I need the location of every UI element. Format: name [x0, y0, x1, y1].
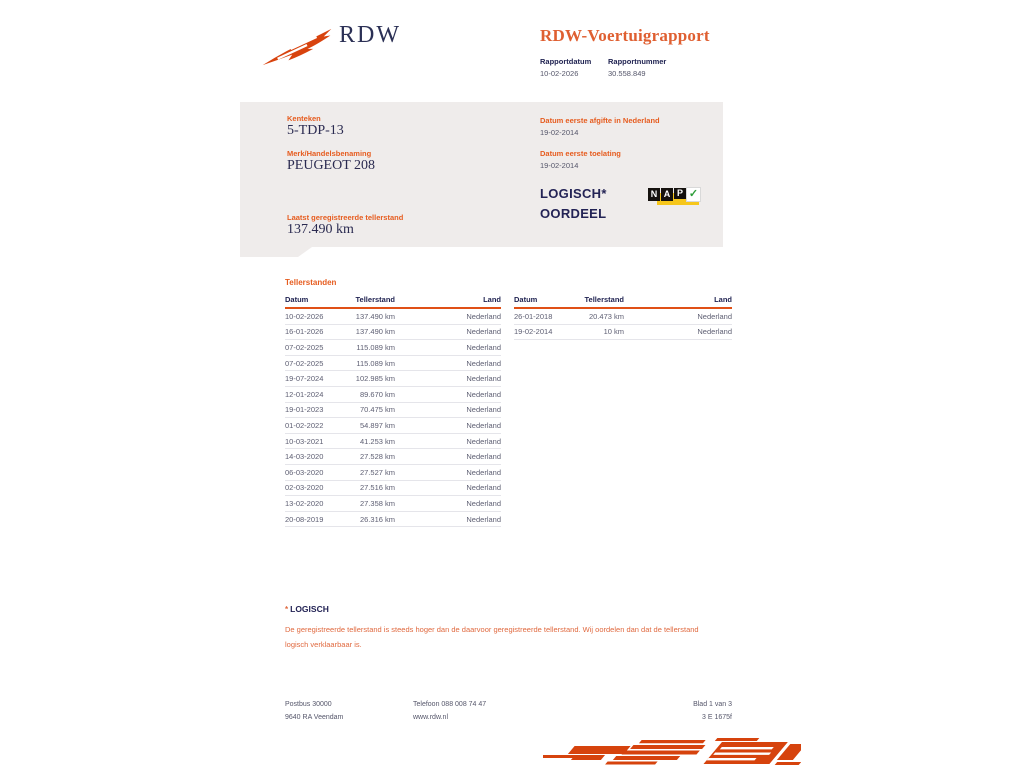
- col-header-tellerstand: Tellerstand: [584, 295, 624, 304]
- table-row: [285, 356, 501, 372]
- table-cell-datum: 07-02-2025: [285, 342, 324, 352]
- table-cell-datum: 06-03-2020: [285, 467, 324, 477]
- eerste-afgifte-label: Datum eerste afgifte in Nederland: [540, 116, 660, 125]
- table-cell-datum: 19-02-2014: [514, 327, 553, 337]
- footnote-asterisk: *: [285, 605, 289, 614]
- eerste-afgifte-value: 19-02-2014: [540, 128, 579, 137]
- table-cell-land: Nederland: [466, 374, 501, 384]
- table-header-row: [514, 294, 732, 309]
- col-header-land: Land: [483, 295, 501, 304]
- col-header-datum: Datum: [285, 295, 309, 304]
- footer-phone: Telefoon 088 008 74 47: [413, 701, 487, 708]
- table-cell-datum: 19-07-2024: [285, 374, 324, 384]
- table-cell-datum: 26-01-2018: [514, 311, 553, 321]
- table-cell-land: Nederland: [466, 420, 501, 430]
- table-row: [285, 434, 501, 450]
- report-date-label: Rapportdatum: [540, 57, 592, 66]
- panel-corner-tab: [240, 247, 312, 257]
- page-title: RDW-Voertuigrapport: [540, 26, 710, 45]
- table-row: [285, 496, 501, 512]
- table-cell-tellerstand: 27.516 km: [359, 483, 395, 493]
- table-cell-tellerstand: 54.897 km: [359, 420, 395, 430]
- table-cell-land: Nederland: [466, 342, 501, 352]
- footer-doc-code: 3 E 1675f: [702, 714, 732, 721]
- table-cell-land: Nederland: [466, 405, 501, 415]
- table-cell-tellerstand: 115.089 km: [356, 342, 395, 352]
- laatste-tellerstand-value: 137.490 km: [287, 222, 354, 237]
- table-cell-datum: 10-03-2021: [285, 436, 324, 446]
- report-number-label: Rapportnummer: [608, 57, 667, 66]
- eerste-toelating-value: 19-02-2014: [540, 161, 579, 170]
- table-cell-datum: 12-01-2024: [285, 389, 324, 399]
- tellerstanden-title: Tellerstanden: [285, 278, 337, 287]
- table-cell-tellerstand: 137.490 km: [355, 327, 395, 337]
- table-row: [285, 309, 501, 325]
- table-cell-datum: 19-01-2023: [285, 405, 324, 415]
- table-row: [285, 340, 501, 356]
- table-cell-tellerstand: 41.253 km: [359, 436, 395, 446]
- table-cell-tellerstand: 102.985 km: [355, 374, 395, 384]
- table-cell-land: Nederland: [466, 311, 501, 321]
- nap-checkmark-icon: ✓: [686, 187, 701, 202]
- footnote-title: [285, 604, 709, 614]
- nap-letter-n: N: [648, 188, 660, 201]
- oordeel-line1: LOGISCH*: [540, 186, 607, 201]
- table-cell-land: Nederland: [466, 514, 501, 524]
- footnote-title-text: LOGISCH: [290, 604, 329, 614]
- table-cell-tellerstand: 89.670 km: [359, 389, 395, 399]
- kenteken-label: Kenteken: [287, 114, 321, 123]
- rdw-wordmark: RDW: [339, 22, 401, 48]
- logisch-footnote: [285, 604, 709, 652]
- table-cell-datum: 01-02-2022: [285, 420, 324, 430]
- table-cell-land: Nederland: [466, 467, 501, 477]
- nap-logo: [648, 186, 700, 212]
- vehicle-summary-panel: [240, 102, 723, 247]
- meter-table-left: [285, 294, 501, 527]
- footer-page-info: Blad 1 van 3: [693, 701, 732, 708]
- footer-address-line2: 9640 RA Veendam: [285, 714, 344, 721]
- table-row: [285, 371, 501, 387]
- table-cell-datum: 14-03-2020: [285, 452, 324, 462]
- table-cell-land: Nederland: [697, 311, 732, 321]
- table-cell-tellerstand: 26.316 km: [359, 514, 395, 524]
- col-header-datum: Datum: [514, 295, 538, 304]
- table-row: [285, 418, 501, 434]
- table-row: [514, 325, 732, 341]
- table-cell-tellerstand: 137.490 km: [355, 311, 395, 321]
- footer-website: www.rdw.nl: [413, 714, 449, 721]
- footnote-text: De geregistreerde tellerstand is steeds hoger dan de daarvoor geregistreerde tellerstand. Wij oordelen dan dat de tellerstand logisch verklaarbaar is.: [285, 625, 699, 649]
- eerste-toelating-label: Datum eerste toelating: [540, 149, 621, 158]
- table-cell-land: Nederland: [466, 436, 501, 446]
- table-body-left: [285, 309, 501, 527]
- tellerstanden-section: [285, 278, 732, 527]
- laatste-tellerstand-label: Laatst geregistreerde tellerstand: [287, 213, 404, 222]
- footer-address-line1: Postbus 30000: [285, 701, 332, 708]
- table-cell-land: Nederland: [466, 483, 501, 493]
- report-number-value: 30.558.849: [608, 69, 646, 78]
- nap-letter-p: P: [674, 188, 686, 199]
- table-cell-tellerstand: 27.358 km: [359, 498, 395, 508]
- table-row: [514, 309, 732, 325]
- nap-letter-a: A: [661, 188, 673, 201]
- table-cell-tellerstand: 70.475 km: [359, 405, 395, 415]
- oordeel-text: [540, 184, 607, 224]
- table-cell-tellerstand: 10 km: [603, 327, 624, 337]
- table-cell-tellerstand: 115.089 km: [356, 358, 395, 368]
- merk-value: PEUGEOT 208: [287, 158, 376, 173]
- table-cell-datum: 13-02-2020: [285, 498, 324, 508]
- table-cell-tellerstand: 27.528 km: [359, 452, 395, 462]
- kenteken-value: 5-TDP-13: [287, 123, 344, 138]
- table-row: [285, 449, 501, 465]
- table-cell-tellerstand: 27.527 km: [359, 467, 395, 477]
- table-cell-datum: 07-02-2025: [285, 358, 324, 368]
- page-footer: [285, 701, 732, 721]
- table-cell-land: Nederland: [466, 327, 501, 337]
- col-header-land: Land: [714, 295, 732, 304]
- table-cell-land: Nederland: [466, 358, 501, 368]
- col-header-tellerstand: Tellerstand: [355, 295, 395, 304]
- table-header-row: [285, 294, 501, 309]
- merk-label: Merk/Handelsbenaming: [287, 149, 372, 158]
- table-row: [285, 325, 501, 341]
- table-row: [285, 403, 501, 419]
- table-cell-datum: 02-03-2020: [285, 483, 324, 493]
- table-cell-land: Nederland: [697, 327, 732, 337]
- table-cell-land: Nederland: [466, 389, 501, 399]
- table-cell-tellerstand: 20.473 km: [588, 311, 624, 321]
- footer-stripes-graphic: [543, 736, 801, 768]
- table-row: [285, 387, 501, 403]
- report-date-value: 10-02-2026: [540, 69, 579, 78]
- table-cell-land: Nederland: [466, 452, 501, 462]
- table-row: [285, 512, 501, 528]
- rdw-wing-logo-icon: [260, 25, 334, 67]
- table-row: [285, 465, 501, 481]
- table-body-right: [514, 309, 732, 340]
- table-row: [285, 481, 501, 497]
- table-cell-datum: 20-08-2019: [285, 514, 324, 524]
- table-cell-land: Nederland: [466, 498, 501, 508]
- meter-table-right: [514, 294, 732, 527]
- oordeel-line2: OORDEEL: [540, 206, 607, 221]
- table-cell-datum: 10-02-2026: [285, 311, 324, 321]
- table-cell-datum: 16-01-2026: [285, 327, 324, 337]
